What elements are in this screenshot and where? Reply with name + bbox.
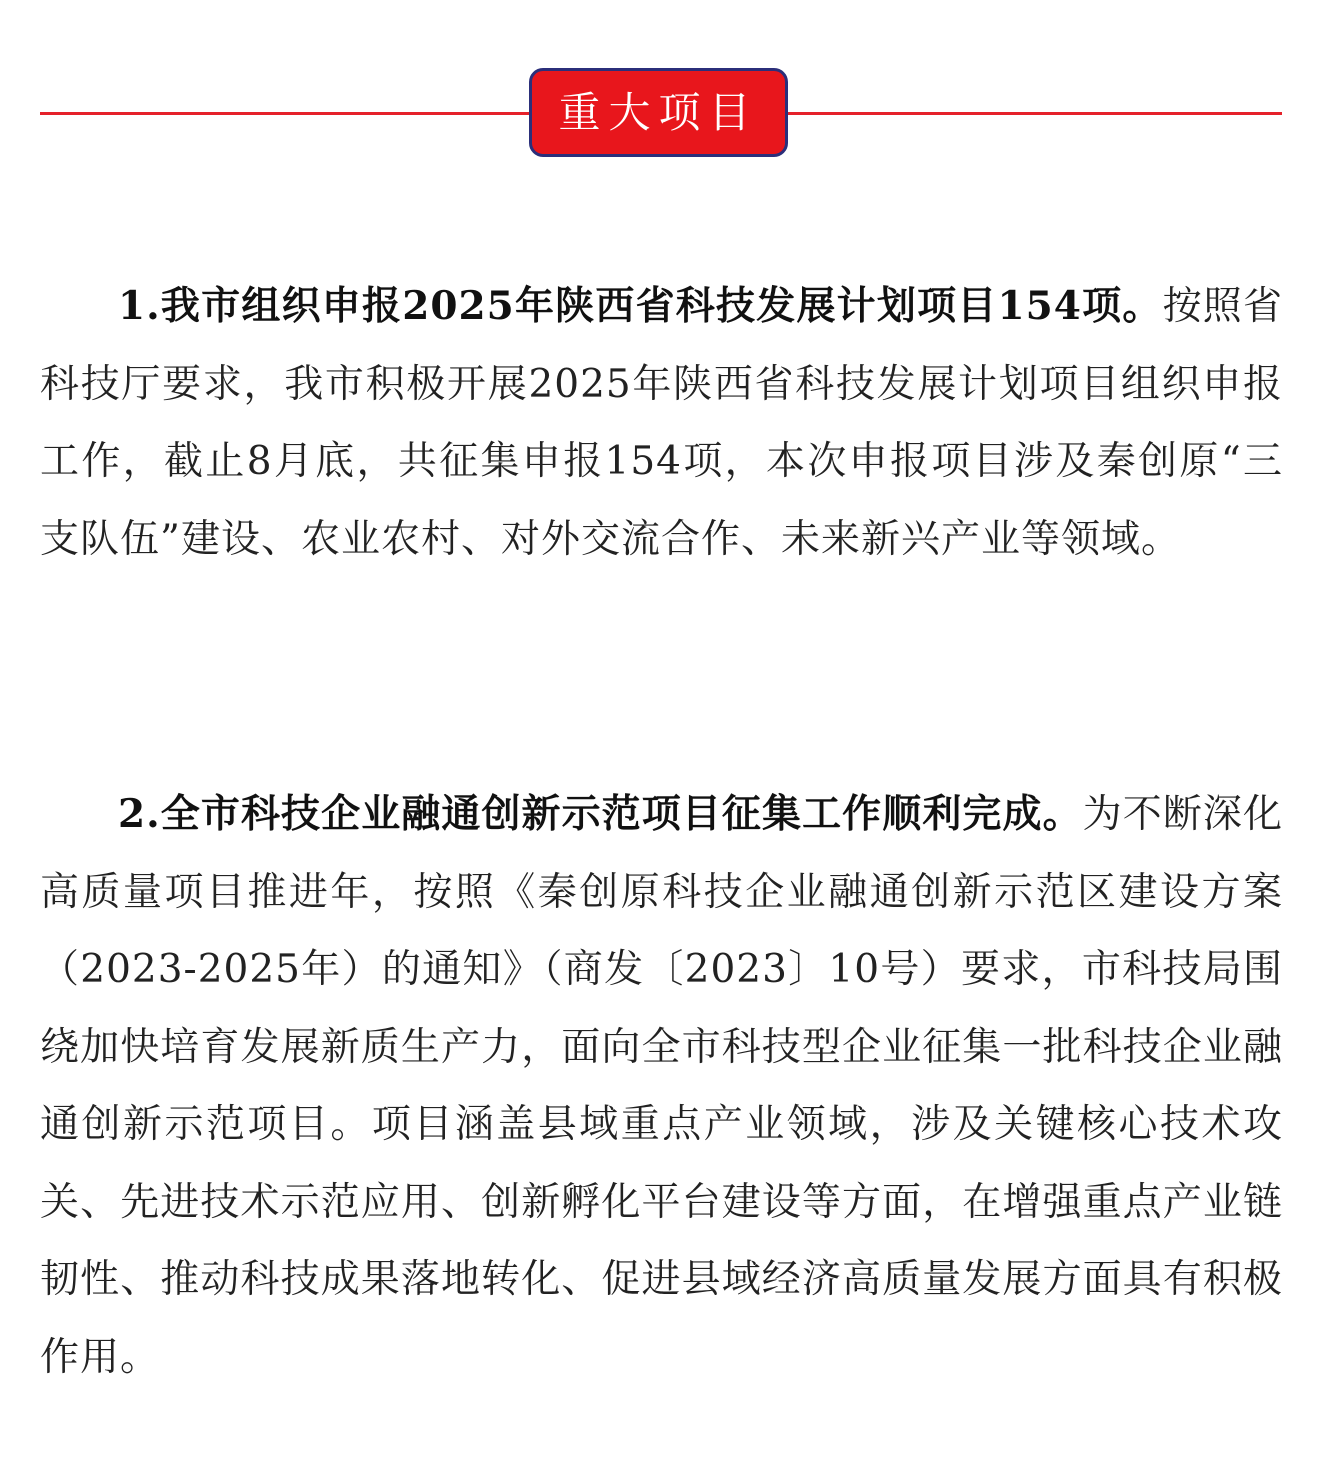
news-item-2-body: 为不断深化高质量项目推进年，按照《秦创原科技企业融通创新示范区建设方案（2023-2025年）的通知》（商发〔2023〕10号）要求，市科技局围绕加快培育发展新质生产力，面向全市科技型企业征集一批科技企业融通创新示范项目。项目涵盖县域重点产业领域，涉及关键核心技术攻关、先进技术示范应用、创新孵化平台建设等方面，在增强重点产业链韧性、推动科技成果落地转化、促进县域经济高质量发展方面具有积极作用。: [40, 792, 1283, 1380]
news-item-1: [40, 268, 1283, 578]
news-item-1-body: 按照省科技厅要求，我市积极开展2025年陕西省科技发展计划项目组织申报工作，截止8月底，共征集申报154项，本次申报项目涉及秦创原“三支队伍”建设、农业农村、对外交流合作、未来新兴产业等领域。: [40, 284, 1283, 562]
news-item-2: [40, 776, 1283, 1396]
section-title-badge: [529, 68, 788, 157]
news-item-2-headline: 2.全市科技企业融通创新示范项目征集工作顺利完成。: [118, 791, 1083, 837]
section-header: [40, 66, 1282, 162]
news-item-1-headline: 1.我市组织申报2025年陕西省科技发展计划项目154项。: [118, 283, 1163, 329]
section-title: 重大项目: [558, 87, 759, 137]
